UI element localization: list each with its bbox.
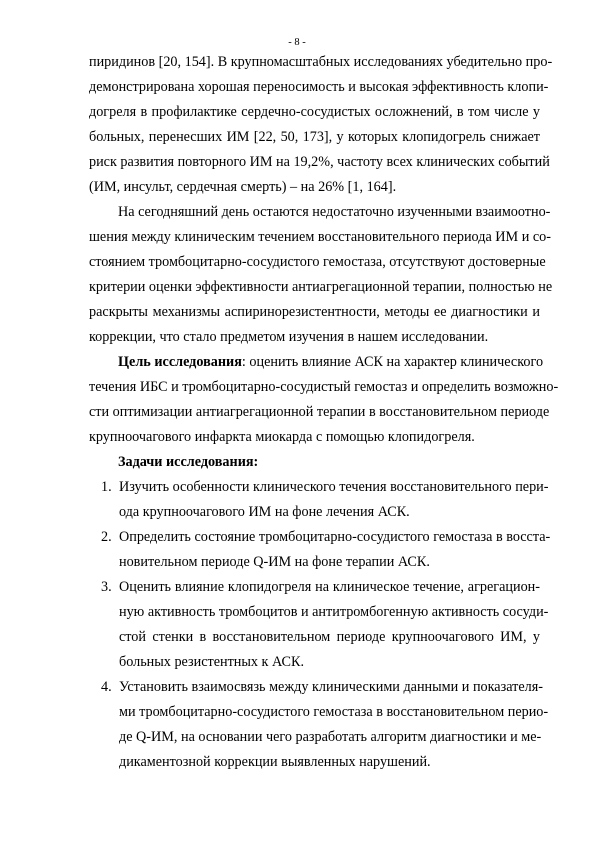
- paragraph-1-line: демонстрирована хорошая переносимость и высокая эффективность клопи-: [89, 79, 549, 95]
- task-line: Изучить особенности клинического течения восстановительного пери-: [119, 479, 549, 495]
- task-line: Установить взаимосвязь между клиническими данными и показателя-: [119, 679, 543, 695]
- goal-label: Цель исследования: [118, 354, 242, 370]
- paragraph-1-line: риск развития повторного ИМ на 19,2%, частоту всех клинических событий: [89, 154, 550, 170]
- paragraph-1-line: пиридинов [20, 154]. В крупномасштабных исследованиях убедительно про-: [89, 54, 553, 70]
- paragraph-2-line: коррекции, что стало предметом изучения в нашем исследовании.: [89, 329, 489, 345]
- goal-text: : оценить влияние АСК на характер клинического: [241, 354, 544, 370]
- paragraph-2-line: На сегодняшний день остаются недостаточно изученными взаимоотно-: [118, 204, 551, 220]
- task-line: де Q-ИМ, на основании чего разработать алгоритм диагностики и ме-: [119, 729, 542, 745]
- paragraph-2-line: критерии оценки эффективности антиагрегационной терапии, полностью не: [89, 279, 553, 295]
- tasks-heading: Задачи исследования:: [118, 454, 259, 470]
- goal-line: сти оптимизации антиагрегационной терапии в восстановительном периоде: [89, 404, 550, 420]
- task-line: больных резистентных к АСК.: [119, 654, 305, 670]
- task-line: стой стенки в восстановительном периоде крупноочагового ИМ, у: [119, 629, 540, 645]
- goal-line: [118, 354, 544, 370]
- page-number: - 8 -: [288, 37, 306, 48]
- paragraph-1-line: догреля в профилактике сердечно-сосудистых осложнений, в том числе у: [89, 104, 540, 120]
- task-number: 4.: [101, 679, 112, 695]
- task-number: 3.: [101, 579, 112, 595]
- task-line: ную активность тромбоцитов и антитромбогенную активность сосуди-: [119, 604, 549, 620]
- task-line: Оценить влияние клопидогреля на клиническое течение, агрегацион-: [119, 579, 540, 595]
- paragraph-1-line: (ИМ, инсульт, сердечная смерть) – на 26% [1, 164].: [89, 179, 397, 195]
- task-line: ода крупноочагового ИМ на фоне лечения АСК.: [119, 504, 410, 520]
- task-line: Определить состояние тромбоцитарно-сосудистого гемостаза в восста-: [119, 529, 551, 545]
- task-line: ми тромбоцитарно-сосудистого гемостаза в восстановительном перио-: [119, 704, 549, 720]
- task-line: дикаментозной коррекции выявленных нарушений.: [119, 754, 431, 770]
- goal-line: течения ИБС и тромбоцитарно-сосудистый гемостаз и определить возможно-: [89, 379, 559, 395]
- task-line: новительном периоде Q-ИМ на фоне терапии АСК.: [119, 554, 430, 570]
- paragraph-2-line: шения между клиническим течением восстановительного периода ИМ и со-: [89, 229, 551, 245]
- task-number: 2.: [101, 529, 112, 545]
- paragraph-2-line: раскрыты механизмы аспиринорезистентности, методы ее диагностики и: [89, 304, 540, 320]
- paragraph-2-line: стоянием тромбоцитарно-сосудистого гемостаза, отсутствуют достоверные: [89, 254, 546, 270]
- task-number: 1.: [101, 479, 112, 495]
- paragraph-1-line: больных, перенесших ИМ [22, 50, 173], у которых клопидогрель снижает: [89, 129, 540, 145]
- goal-line: крупноочагового инфаркта миокарда с помощью клопидогреля.: [89, 429, 475, 445]
